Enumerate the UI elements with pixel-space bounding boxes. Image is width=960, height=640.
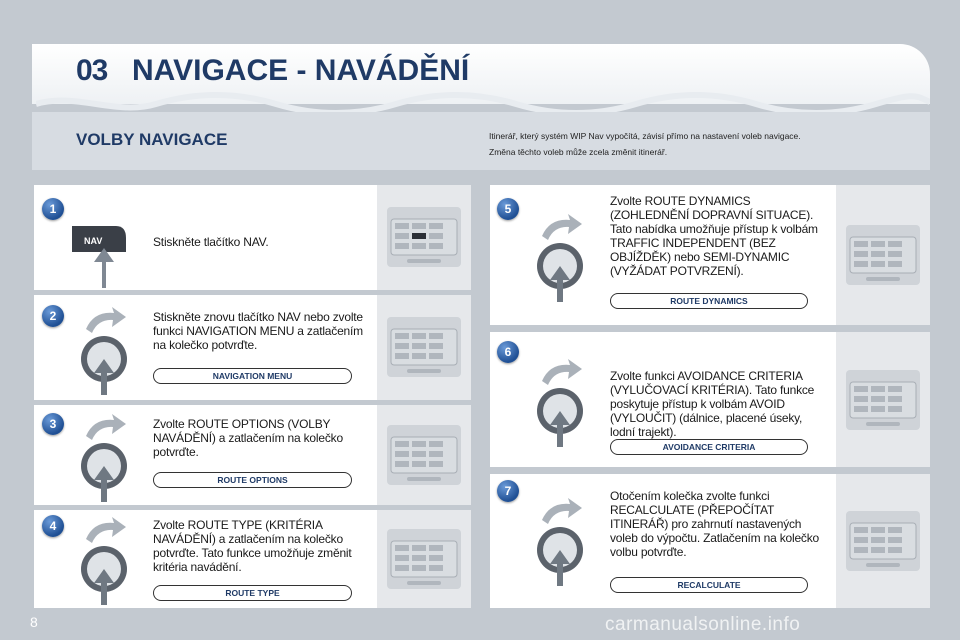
- page-number: 8: [30, 614, 38, 630]
- radio-panel-icon: [387, 207, 461, 267]
- radio-screenshot: [377, 510, 471, 608]
- chapter-number: 03: [76, 54, 108, 87]
- rotary-knob-icon: [528, 496, 594, 586]
- step-text-1: Stiskněte tlačítko NAV.: [153, 235, 269, 249]
- rotary-knob-icon: [528, 357, 594, 447]
- radio-screenshot: [377, 405, 471, 505]
- radio-panel-icon: [387, 317, 461, 377]
- menu-label-pill: ROUTE OPTIONS: [153, 472, 352, 488]
- radio-screenshot: [836, 185, 930, 325]
- radio-panel-icon: [387, 425, 461, 485]
- step-text-5: Zvolte ROUTE DYNAMICS (ZOHLEDNĚNÍ DOPRAVNÍ SITUACE). Tato nabídka umožňuje přístup k volbám TRAFFIC INDEPENDENT (BEZ OBJÍŽDĚK) nebo SEMI-DYNAMIC (VYŽÁDAT POTVRZENÍ).: [610, 194, 818, 278]
- radio-panel-icon: [846, 370, 920, 430]
- menu-label-pill: ROUTE DYNAMICS: [610, 293, 808, 309]
- step-number-badge-4: 4: [42, 515, 64, 537]
- section-title: VOLBY NAVIGACE: [76, 130, 228, 149]
- radio-screenshot: [377, 295, 471, 400]
- step-number-badge-7: 7: [497, 480, 519, 502]
- rotary-knob-icon: [528, 212, 594, 302]
- intro-text: [489, 128, 909, 160]
- menu-label-pill: AVOIDANCE CRITERIA: [610, 439, 808, 455]
- step-text-2: Stiskněte znovu tlačítko NAV nebo zvolte funkci NAVIGATION MENU a zatlačením na kolečko potvrďte.: [153, 310, 363, 352]
- step-text-6: Zvolte funkci AVOIDANCE CRITERIA (VYLUČOVACÍ KRITÉRIA). Tato funkce poskytuje přístup k volbám AVOID (VYLOUČIT) (dálnice, placené úseky, lodní trajekt).: [610, 369, 815, 439]
- menu-label-pill: ROUTE TYPE: [153, 585, 352, 601]
- step-text-7: Otočením kolečka zvolte funkci RECALCULATE (PŘEPOČÍTAT ITINERÁŘ) pro zahrnutí nastavených voleb do výpočtu. Zatlačením na kolečko volbu potvrďte.: [610, 489, 819, 559]
- radio-panel-icon: [846, 225, 920, 285]
- step-number-badge-2: 2: [42, 305, 64, 327]
- radio-panel-icon: [846, 511, 920, 571]
- menu-label-pill: NAVIGATION MENU: [153, 368, 352, 384]
- step-number-badge-6: 6: [497, 341, 519, 363]
- radio-panel-icon: [387, 529, 461, 589]
- radio-screenshot: [836, 332, 930, 467]
- step-text-3: Zvolte ROUTE OPTIONS (VOLBY NAVÁDĚNÍ) a zatlačením na kolečko potvrďte.: [153, 417, 343, 459]
- menu-label-pill: RECALCULATE: [610, 577, 808, 593]
- nav-button-label: NAV: [84, 236, 103, 246]
- chapter-title: NAVIGACE - NAVÁDĚNÍ: [132, 54, 470, 87]
- step-number-badge-3: 3: [42, 413, 64, 435]
- step-number-badge-5: 5: [497, 198, 519, 220]
- rotary-knob-icon: [72, 305, 138, 395]
- watermark: carmanualsonline.info: [605, 614, 801, 635]
- radio-screenshot: [377, 185, 471, 290]
- intro-text-line-2: Změna těchto voleb může zcela změnit itinerář.: [489, 147, 668, 157]
- step-number-badge-1: 1: [42, 198, 64, 220]
- rotary-knob-icon: [72, 412, 138, 502]
- intro-text-line-1: Itinerář, který systém WIP Nav vypočítá, závisí přímo na nastavení voleb navigace.: [489, 131, 801, 141]
- radio-screenshot: [836, 474, 930, 608]
- rotary-knob-icon: [72, 515, 138, 605]
- nav-button-icon: [72, 222, 138, 288]
- step-text-4: Zvolte ROUTE TYPE (KRITÉRIA NAVÁDĚNÍ) a zatlačením na kolečko potvrďte. Tato funkce umožňuje změnit kritéria navádění.: [153, 518, 352, 574]
